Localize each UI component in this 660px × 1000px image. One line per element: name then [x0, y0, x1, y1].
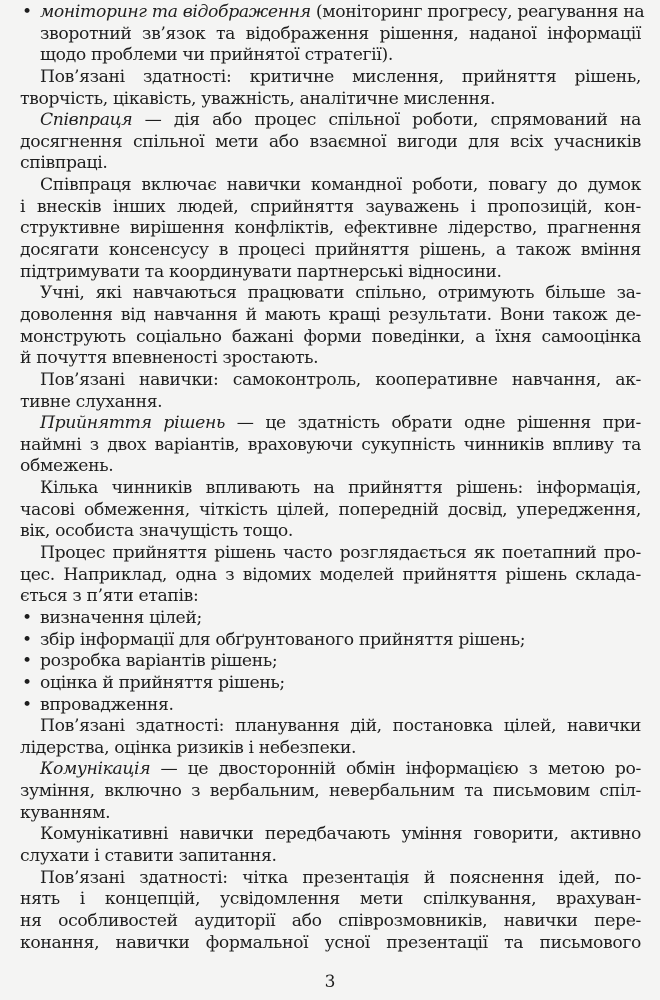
text-line: доволення від навчання й мають кращі результати. Вони також де- [20, 304, 641, 325]
text-line: Співпраця включає навички командної роботи, повагу до думок [40, 175, 641, 196]
text-line: творчість, цікавість, уважність, аналітичне мислення. [20, 88, 496, 109]
text-line: цес. Наприклад, одна з відомих моделей прийняття рішень склада- [20, 564, 641, 585]
text-line: структивне вирішення конфліктів, ефективне лідерство, прагнення [20, 218, 641, 239]
paragraph [20, 370, 641, 413]
text-line: Співпраця — дія або процес спільної роботи, спрямований на [40, 110, 641, 131]
text-line: і внесків інших людей, сприйняття зауважень і пропозицій, кон- [20, 196, 641, 217]
text-line: Пов’язані здатності: критичне мислення, прийняття рішень, [40, 66, 641, 87]
text-line: щодо проблеми чи прийнятої стратегії). [40, 45, 393, 66]
text-line: конання, навички формальної усної презентації та письмового [20, 932, 641, 953]
paragraph [20, 824, 641, 867]
text-line: Пов’язані здатності: планування дій, постановка цілей, навички [40, 716, 641, 737]
text-line: куванням. [20, 802, 111, 823]
text-line: обмежень. [20, 456, 114, 477]
text-line: • моніторинг та відображення (моніторинг прогресу, реагування на [22, 2, 645, 22]
bullet-paragraph [20, 2, 645, 67]
term-italic: Прийняття рішень [40, 413, 225, 434]
page-body [20, 2, 645, 954]
bullet-icon: • [22, 629, 32, 650]
text-line: зуміння, включно з вербальним, невербальним та письмовим спіл- [20, 781, 641, 802]
paragraph [20, 543, 641, 608]
paragraph [20, 413, 641, 478]
text-line: Пов’язані навички: самоконтроль, кооперативне навчання, ак- [40, 369, 641, 390]
text-line: часові обмеження, чіткість цілей, попередній досвід, упередження, [20, 499, 641, 520]
term-italic: Співпраця [40, 110, 133, 131]
text-line: ня особливостей аудиторії або співрозмовників, навички пере- [20, 910, 641, 931]
bullet-icon: • [22, 672, 32, 693]
bullet-list [20, 608, 641, 716]
bullet-icon: • [22, 694, 32, 715]
page-number: 3 [324, 972, 336, 992]
paragraph [20, 283, 641, 370]
list-item: • збір інформації для обґрунтованого прийняття рішень; [22, 629, 526, 650]
text-line: Комунікативні навички передбачають уміння говорити, активно [40, 824, 641, 845]
bullet-icon: • [22, 2, 32, 22]
text-line: лідерства, оцінка ризиків і небезпеки. [20, 737, 357, 758]
text-line: Комунікація — це двосторонній обмін інформацією з метою ро- [40, 759, 641, 780]
text-line: зворотний зв’язок та відображення рішення, наданої інформації [40, 23, 641, 44]
paragraph [20, 478, 641, 543]
text-line: нять і концепцій, усвідомлення мети спілкування, врахуван- [20, 889, 641, 910]
text-line: ється з п’яти етапів: [20, 586, 199, 607]
text-line: й почуття впевненості зростають. [20, 348, 319, 369]
text-line: наймні з двох варіантів, враховуючи сукупність чинників впливу та [20, 434, 641, 455]
text-line: Процес прийняття рішень часто розглядається як поетапний про- [40, 543, 641, 564]
paragraph [20, 175, 641, 283]
paragraph [20, 759, 641, 824]
term-italic: Комунікація [40, 759, 151, 780]
text-line: співпраці. [20, 153, 108, 174]
list-item: • впровадження. [22, 694, 174, 715]
text-line: досягати консенсусу в процесі прийняття рішень, а також вміння [20, 240, 641, 261]
paragraph [20, 868, 641, 955]
text-line: досягнення спільної мети або взаємної вигоди для всіх учасників [20, 131, 641, 152]
bullet-icon: • [22, 651, 32, 672]
paragraph [20, 67, 641, 110]
text-line: слухати і ставити запитання. [20, 845, 277, 866]
list-item: • визначення цілей; [22, 607, 202, 628]
term-italic: моніторинг та відображення [40, 2, 311, 22]
text-line: Кілька чинників впливають на прийняття рішень: інформація, [40, 478, 641, 499]
text-line: Прийняття рішень — це здатність обрати одне рішення при- [40, 413, 641, 434]
bullet-icon: • [22, 607, 32, 628]
list-item: • оцінка й прийняття рішень; [22, 672, 285, 693]
text-line: Пов’язані здатності: чітка презентація й пояснення ідей, по- [40, 867, 641, 888]
paragraph [20, 110, 641, 175]
text-line: підтримувати та координувати партнерські відносини. [20, 261, 502, 282]
text-line: тивне слухання. [20, 391, 163, 412]
text-line: Учні, які навчаються працювати спільно, отримують більше за- [40, 283, 641, 304]
paragraph [20, 716, 641, 759]
text-line: монструють соціально бажані форми поведінки, а їхня самооцінка [20, 326, 641, 347]
list-item: • розробка варіантів рішень; [22, 651, 278, 672]
text-line: вік, особиста значущість тощо. [20, 521, 293, 542]
